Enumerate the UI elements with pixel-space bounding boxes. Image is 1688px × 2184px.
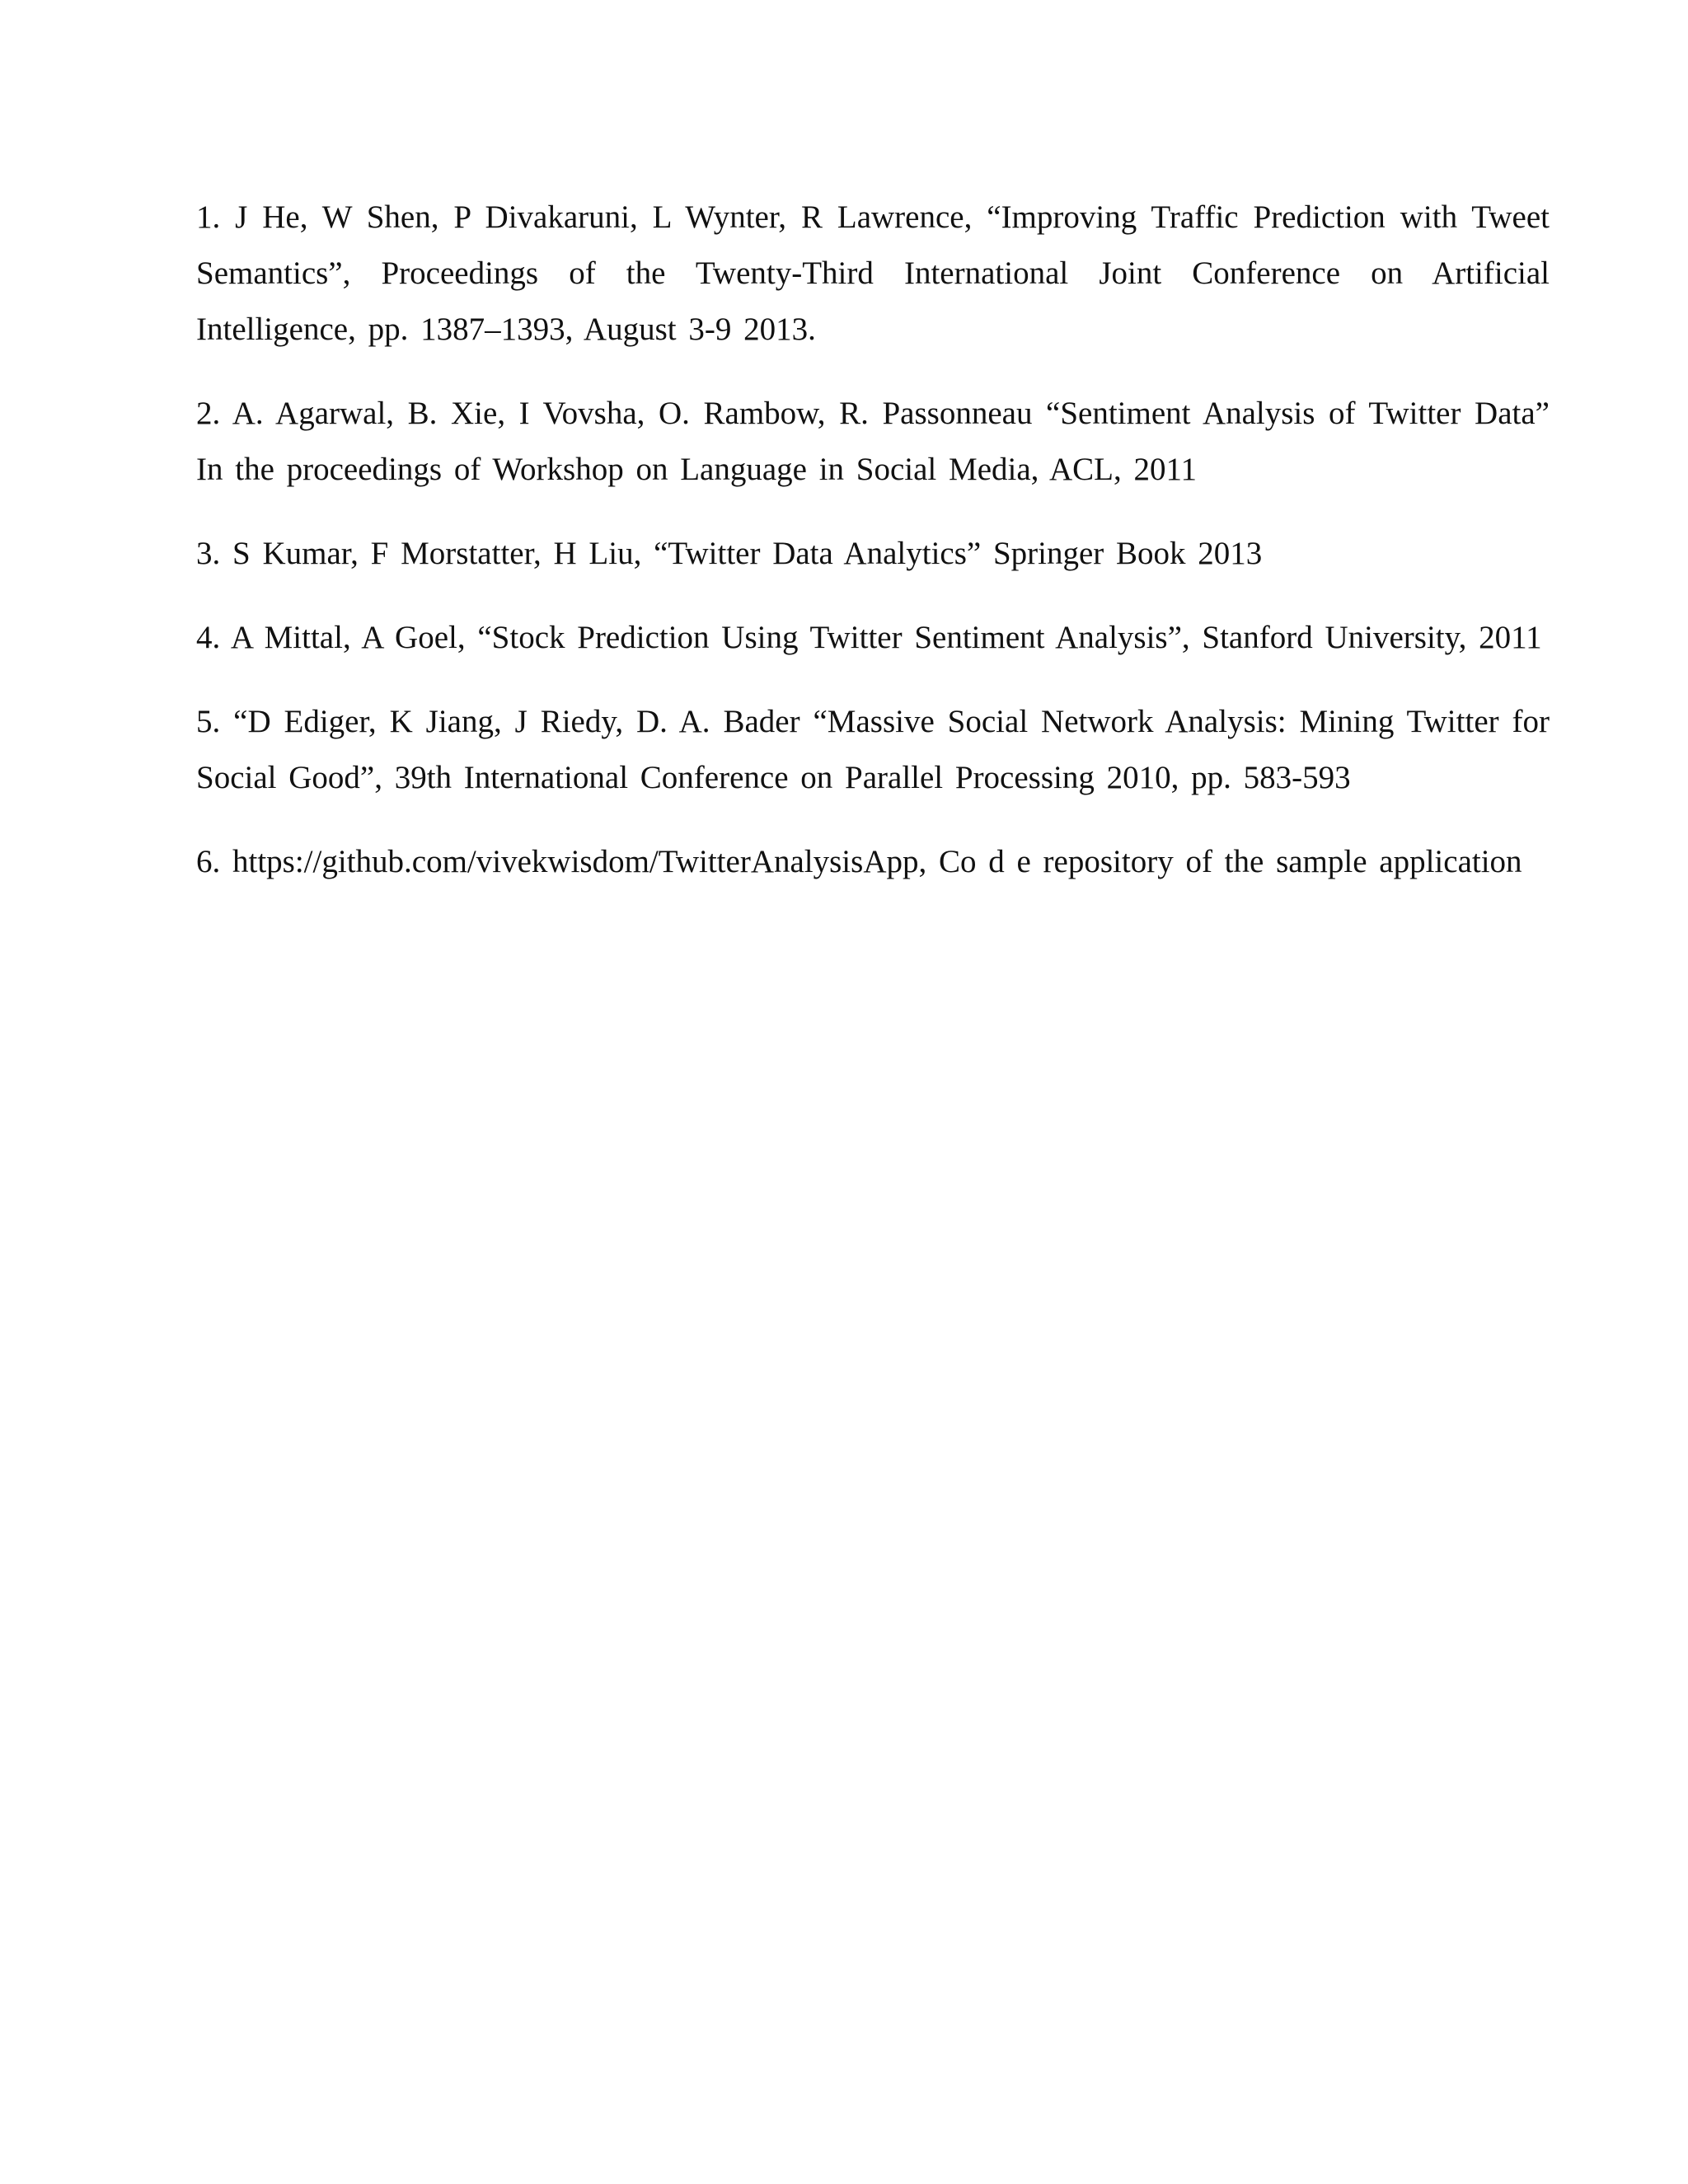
reference-list (196, 190, 1550, 918)
reference-item-6: 6. https://github.com/vivekwisdom/TwitterAnalysisApp, Co d e repository of the sample application (196, 844, 1522, 879)
reference-item-2: 2. A. Agarwal, B. Xie, I Vovsha, O. Rambow, R. Passonneau “Sentiment Analysis of Twitter Data” In the proceedings of Workshop on Language in Social Media, ACL, 2011 (196, 396, 1550, 487)
reference-item-4: 4. A Mittal, A Goel, “Stock Prediction Using Twitter Sentiment Analysis”, Stanford University, 2011 (196, 620, 1542, 655)
reference-item-3: 3. S Kumar, F Morstatter, H Liu, “Twitter Data Analytics” Springer Book 2013 (196, 536, 1263, 571)
reference-item-1: 1. J He, W Shen, P Divakaruni, L Wynter, R Lawrence, “Improving Traffic Prediction with Tweet Semantics”, Proceedings of the Twenty-Third International Joint Conference on Artificial Intelligence, pp. 1387–1393, August 3-9 2013. (196, 199, 1550, 347)
reference-item-5: 5. “D Ediger, K Jiang, J Riedy, D. A. Bader “Massive Social Network Analysis: Mining Twitter for Social Good”, 39th International Conference on Parallel Processing 2010, pp. 583-593 (196, 704, 1550, 795)
